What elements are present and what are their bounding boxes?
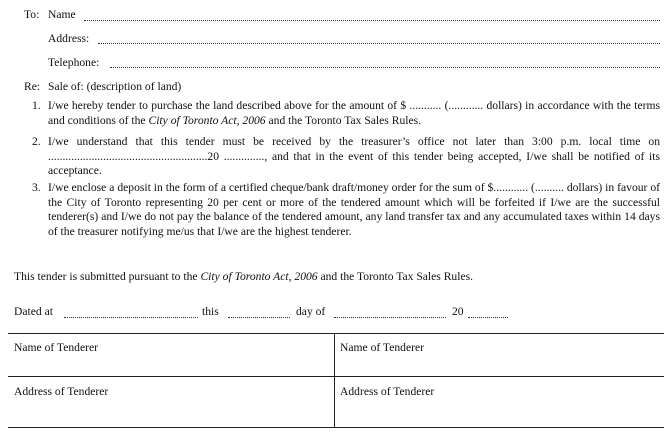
- day-field[interactable]: [228, 317, 290, 318]
- dated-at-label: Dated at: [14, 305, 53, 318]
- year-field[interactable]: [468, 317, 508, 318]
- address-label: Address:: [48, 32, 90, 45]
- telephone-field[interactable]: [110, 67, 660, 68]
- table-middle-border: [8, 376, 664, 377]
- clause-2-number: 2.: [32, 135, 41, 148]
- clause-1-text: I/we hereby tender to purchase the land described above for the amount of $ ........... (............ dollars) in accordance with the terms and conditions of the City of Toronto Act, 2006 and the Toronto Tax Sales Rules.: [48, 99, 660, 127]
- sale-of-label: Sale of: (description of land): [48, 80, 182, 93]
- month-field[interactable]: [334, 317, 446, 318]
- telephone-label: Telephone:: [48, 56, 100, 69]
- year-label: 20: [452, 305, 464, 318]
- name-label: Name: [48, 8, 76, 21]
- dated-at-field[interactable]: [64, 317, 198, 318]
- to-label: To:: [24, 8, 40, 21]
- tender-statement: This tender is submitted pursuant to the City of Toronto Act, 2006 and the Toronto Tax Sales Rules.: [14, 270, 474, 283]
- day-of-label: day of: [296, 305, 326, 318]
- left-address-label: Address of Tenderer: [14, 385, 109, 398]
- table-column-divider: [334, 333, 335, 427]
- name-field[interactable]: [84, 20, 660, 21]
- right-name-label: Name of Tenderer: [340, 341, 424, 354]
- left-name-label: Name of Tenderer: [14, 341, 98, 354]
- clause-2-text: I/we understand that this tender must be received by the treasurer’s office not later than 3:00 p.m. local time on .......................................................20 .............., and that in the event of this tender being accepted, I/we shall be notified of its acceptance.: [48, 135, 660, 177]
- address-field[interactable]: [98, 43, 660, 44]
- table-top-border: [8, 333, 664, 334]
- clause-1-number: 1.: [32, 99, 41, 112]
- this-label: this: [202, 305, 219, 318]
- right-address-label: Address of Tenderer: [340, 385, 435, 398]
- re-label: Re:: [24, 80, 41, 93]
- clause-3-number: 3.: [32, 181, 41, 194]
- clause-3-text: I/we enclose a deposit in the form of a certified cheque/bank draft/money order for the sum of $............ (.......... dollars) in favour of the City of Toronto representing 20 per cent or more of the tendered amount which will be forfeited if I/we are the successful tenderer(s) and I/we do not pay the balance of the tendered amount, any land transfer tax and any accumulated taxes within 14 days of the treasurer notifying me/us that I/we are the highest tenderer.: [48, 181, 660, 238]
- table-bottom-border: [8, 427, 664, 428]
